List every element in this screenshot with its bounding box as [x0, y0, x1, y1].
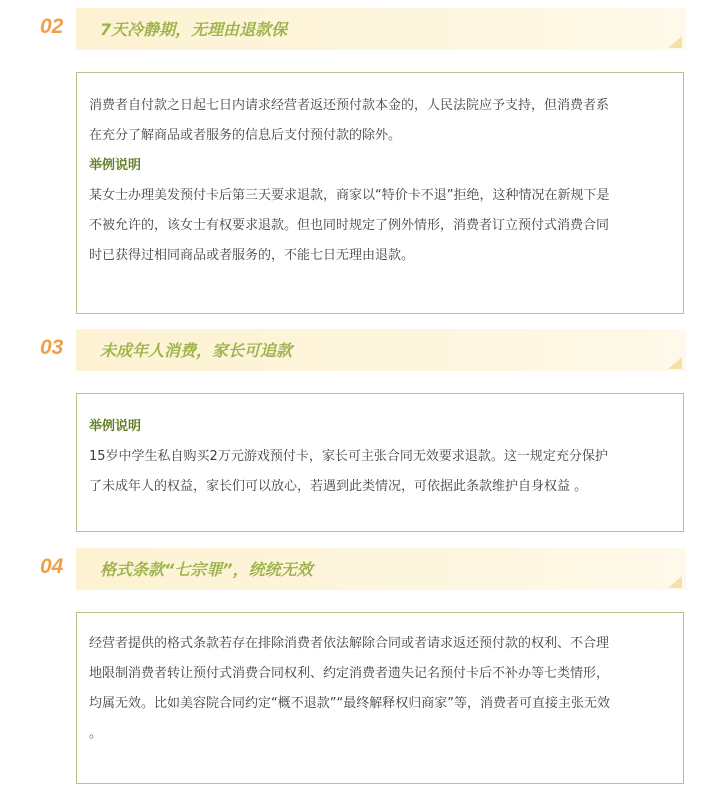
section-header	[0, 329, 718, 371]
fold-corner-icon	[668, 576, 682, 588]
paragraph-line: 消费者自付款之日起七日内请求经营者返还预付款本金的，人民法院应予支持，但消费者系	[89, 98, 610, 113]
section-title: 未成年人消费，家长可追款	[100, 341, 293, 360]
paragraph-line: 。	[89, 726, 103, 741]
section-header	[0, 548, 718, 590]
paragraph-line: 15岁中学生私自购买2万元游戏预付卡，家长可主张合同无效要求退款。这一规定充分保护	[89, 449, 608, 464]
paragraph-line: 均属无效。比如美容院合同约定“概不退款”“最终解释权归商家”等，消费者可直接主张无效	[89, 696, 610, 711]
section-number: 03	[40, 336, 64, 359]
section-title: 格式条款“七宗罪”，统统无效	[100, 560, 313, 579]
section-number: 04	[40, 555, 64, 578]
fold-corner-icon	[668, 36, 682, 48]
paragraph-line: 经营者提供的格式条款若存在排除消费者依法解除合同或者请求返还预付款的权利、不合理	[89, 636, 610, 651]
content-box	[76, 612, 684, 784]
paragraph-line: 某女士办理美发预付卡后第三天要求退款，商家以“特价卡不退”拒绝，这种情况在新规下是	[89, 188, 610, 203]
section-title: 7天冷静期，无理由退款保	[100, 20, 288, 39]
section-header	[0, 8, 718, 50]
paragraph-line: 不被允许的，该女士有权要求退款。但也同时规定了例外情形，消费者订立预付式消费合同	[89, 218, 610, 233]
paragraph-line: 在充分了解商品或者服务的信息后支付预付款的除外。	[89, 128, 402, 143]
title-banner	[76, 8, 686, 50]
paragraph-line: 地限制消费者转让预付式消费合同权利、约定消费者遗失记名预付卡后不补办等七类情形，	[89, 666, 610, 681]
fold-corner-icon	[668, 357, 682, 369]
title-banner	[76, 548, 686, 590]
section-number: 02	[40, 15, 64, 38]
paragraph-line: 了未成年人的权益，家长们可以放心，若遇到此类情况，可依据此条款维护自身权益 。	[89, 479, 588, 494]
example-heading: 举例说明	[89, 419, 142, 434]
content-box	[76, 393, 684, 532]
example-heading: 举例说明	[89, 158, 142, 173]
content-box	[76, 72, 684, 314]
paragraph-line: 时已获得过相同商品或者服务的，不能七日无理由退款。	[89, 248, 415, 263]
title-banner	[76, 329, 686, 371]
